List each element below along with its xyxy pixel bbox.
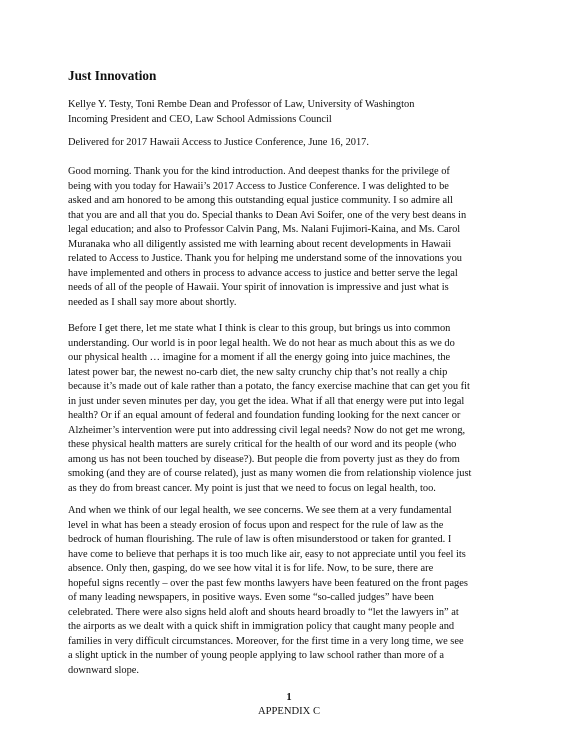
paragraph-line: absence. Only then, gasping, do we see how vital it is for life. Now, to be sure, there are — [68, 563, 434, 574]
paragraph-line: among us has not been touched by disease?). But people die from poverty just as they do from — [68, 453, 460, 465]
paragraph-line: level in what has been a steady erosion of focus upon and respect for the rule of law as the — [68, 519, 444, 531]
paragraph-line: hopeful signs recently – over the past few months lawyers have been featured on the front pages — [68, 577, 468, 589]
paragraph-line: needed as I shall say more about shortly. — [68, 296, 237, 308]
author-line: Kellye Y. Testy, Toni Rembe Dean and Professor of Law, University of Washington — [68, 99, 415, 110]
paragraph-line: health? Or if an equal amount of federal and foundation funding looking for the next cancer or — [68, 410, 461, 421]
paragraph-line: understanding. Our world is in poor legal health. We do not hear as much about this as we do — [68, 337, 455, 349]
paragraph-line: related to Access to Justice. Thank you for helping me understand some of the innovations you — [68, 253, 462, 264]
page-number: 1 — [286, 692, 292, 703]
paragraph-line: latest power bar, the newest no-carb diet, the new salty crunchy chip that’s not really a chip — [68, 366, 448, 378]
paragraph-3 — [68, 504, 528, 678]
delivered-text: Delivered for 2017 Hawaii Access to Justice Conference, June 16, 2017. — [68, 137, 369, 148]
paragraph-line: asked and am honored to be among this outstanding equal justice community. I so admire all — [68, 195, 453, 206]
paragraph-line: these physical health matters are surely critical for the health of our word and its people (who — [68, 439, 457, 450]
paragraph-line: because it’s made out of kale rather than a potato, the fancy exercise machine that can get you fit — [68, 381, 470, 392]
paragraph-line: our physical health … imagine for a moment if all the energy going into juice machines, the — [68, 352, 451, 363]
paragraph-line: as they do from breast cancer. My point is just that we need to focus on legal health, too. — [68, 482, 436, 494]
paragraph-line: in just under seven minutes per day, you get the idea. What if all that energy were put into legal — [68, 395, 465, 407]
paragraph-2 — [68, 322, 528, 496]
paragraph-line: have come to believe that perhaps it is too much like air, easy to not appreciate until you feel its — [68, 548, 466, 560]
paragraph-line: being with you today for Hawaii’s 2017 Access to Justice Conference. I was delighted to be — [68, 180, 449, 192]
paragraph-line: Muranaka who all diligently assisted me with learning about recent developments in Hawaii — [68, 238, 452, 250]
paragraph-line: Good morning. Thank you for the kind introduction. And deepest thanks for the privilege of — [68, 166, 450, 177]
paragraph-line: legal education; and also to Professor Calvin Pang, Ms. Nalani Fujimori-Kaina, and Ms. Carol — [68, 224, 461, 235]
author-block — [68, 98, 528, 127]
paragraph-line: have implemented and others in process to advance access to justice and better serve the legal — [68, 267, 458, 279]
paragraph-line: downward slope. — [68, 664, 139, 676]
author-line: Incoming President and CEO, Law School Admissions Council — [68, 113, 332, 125]
delivered-line — [68, 136, 528, 151]
paragraph-line: of many leading newspapers, in positive ways. Even some “so-called judges” have been — [68, 592, 434, 603]
document-title: Just Innovation — [68, 68, 157, 83]
paragraph-line: And when we think of our legal health, we see concerns. We see them at a very fundamental — [68, 505, 452, 516]
paragraph-line: a slight uptick in the number of young people applying to law school rather than more of a — [68, 650, 444, 661]
paragraph-line: celebrated. There were also signs held aloft and shouts heard broadly to “let the lawyers in” at — [68, 606, 459, 618]
paragraph-1 — [68, 165, 528, 310]
paragraph-line: the airports as we dealt with a quick shift in immigration policy that caught many people and — [68, 621, 455, 632]
paragraph-line: families in very difficult circumstances. Moreover, for the first time in a very long time, we see — [68, 635, 464, 647]
paragraph-line: Alzheimer’s intervention were put into addressing civil legal needs? Now do not get me wrong, — [68, 424, 466, 436]
paragraph-line: bedrock of human flourishing. The rule of law is often misunderstood or taken for granted. I — [68, 534, 452, 545]
paragraph-line: smoking (and they are of course related), just as many women die from relationship violence just — [68, 468, 472, 479]
paragraph-line: that you are and all that you do. Special thanks to Dean Avi Soifer, one of the very best deans in — [68, 209, 467, 221]
paragraph-line: needs of all of the people of Hawaii. Your spirit of innovation is impressive and just what is — [68, 282, 449, 293]
appendix-label: APPENDIX C — [257, 706, 321, 717]
paragraph-line: Before I get there, let me state what I think is clear to this group, but brings us into common — [68, 323, 451, 334]
